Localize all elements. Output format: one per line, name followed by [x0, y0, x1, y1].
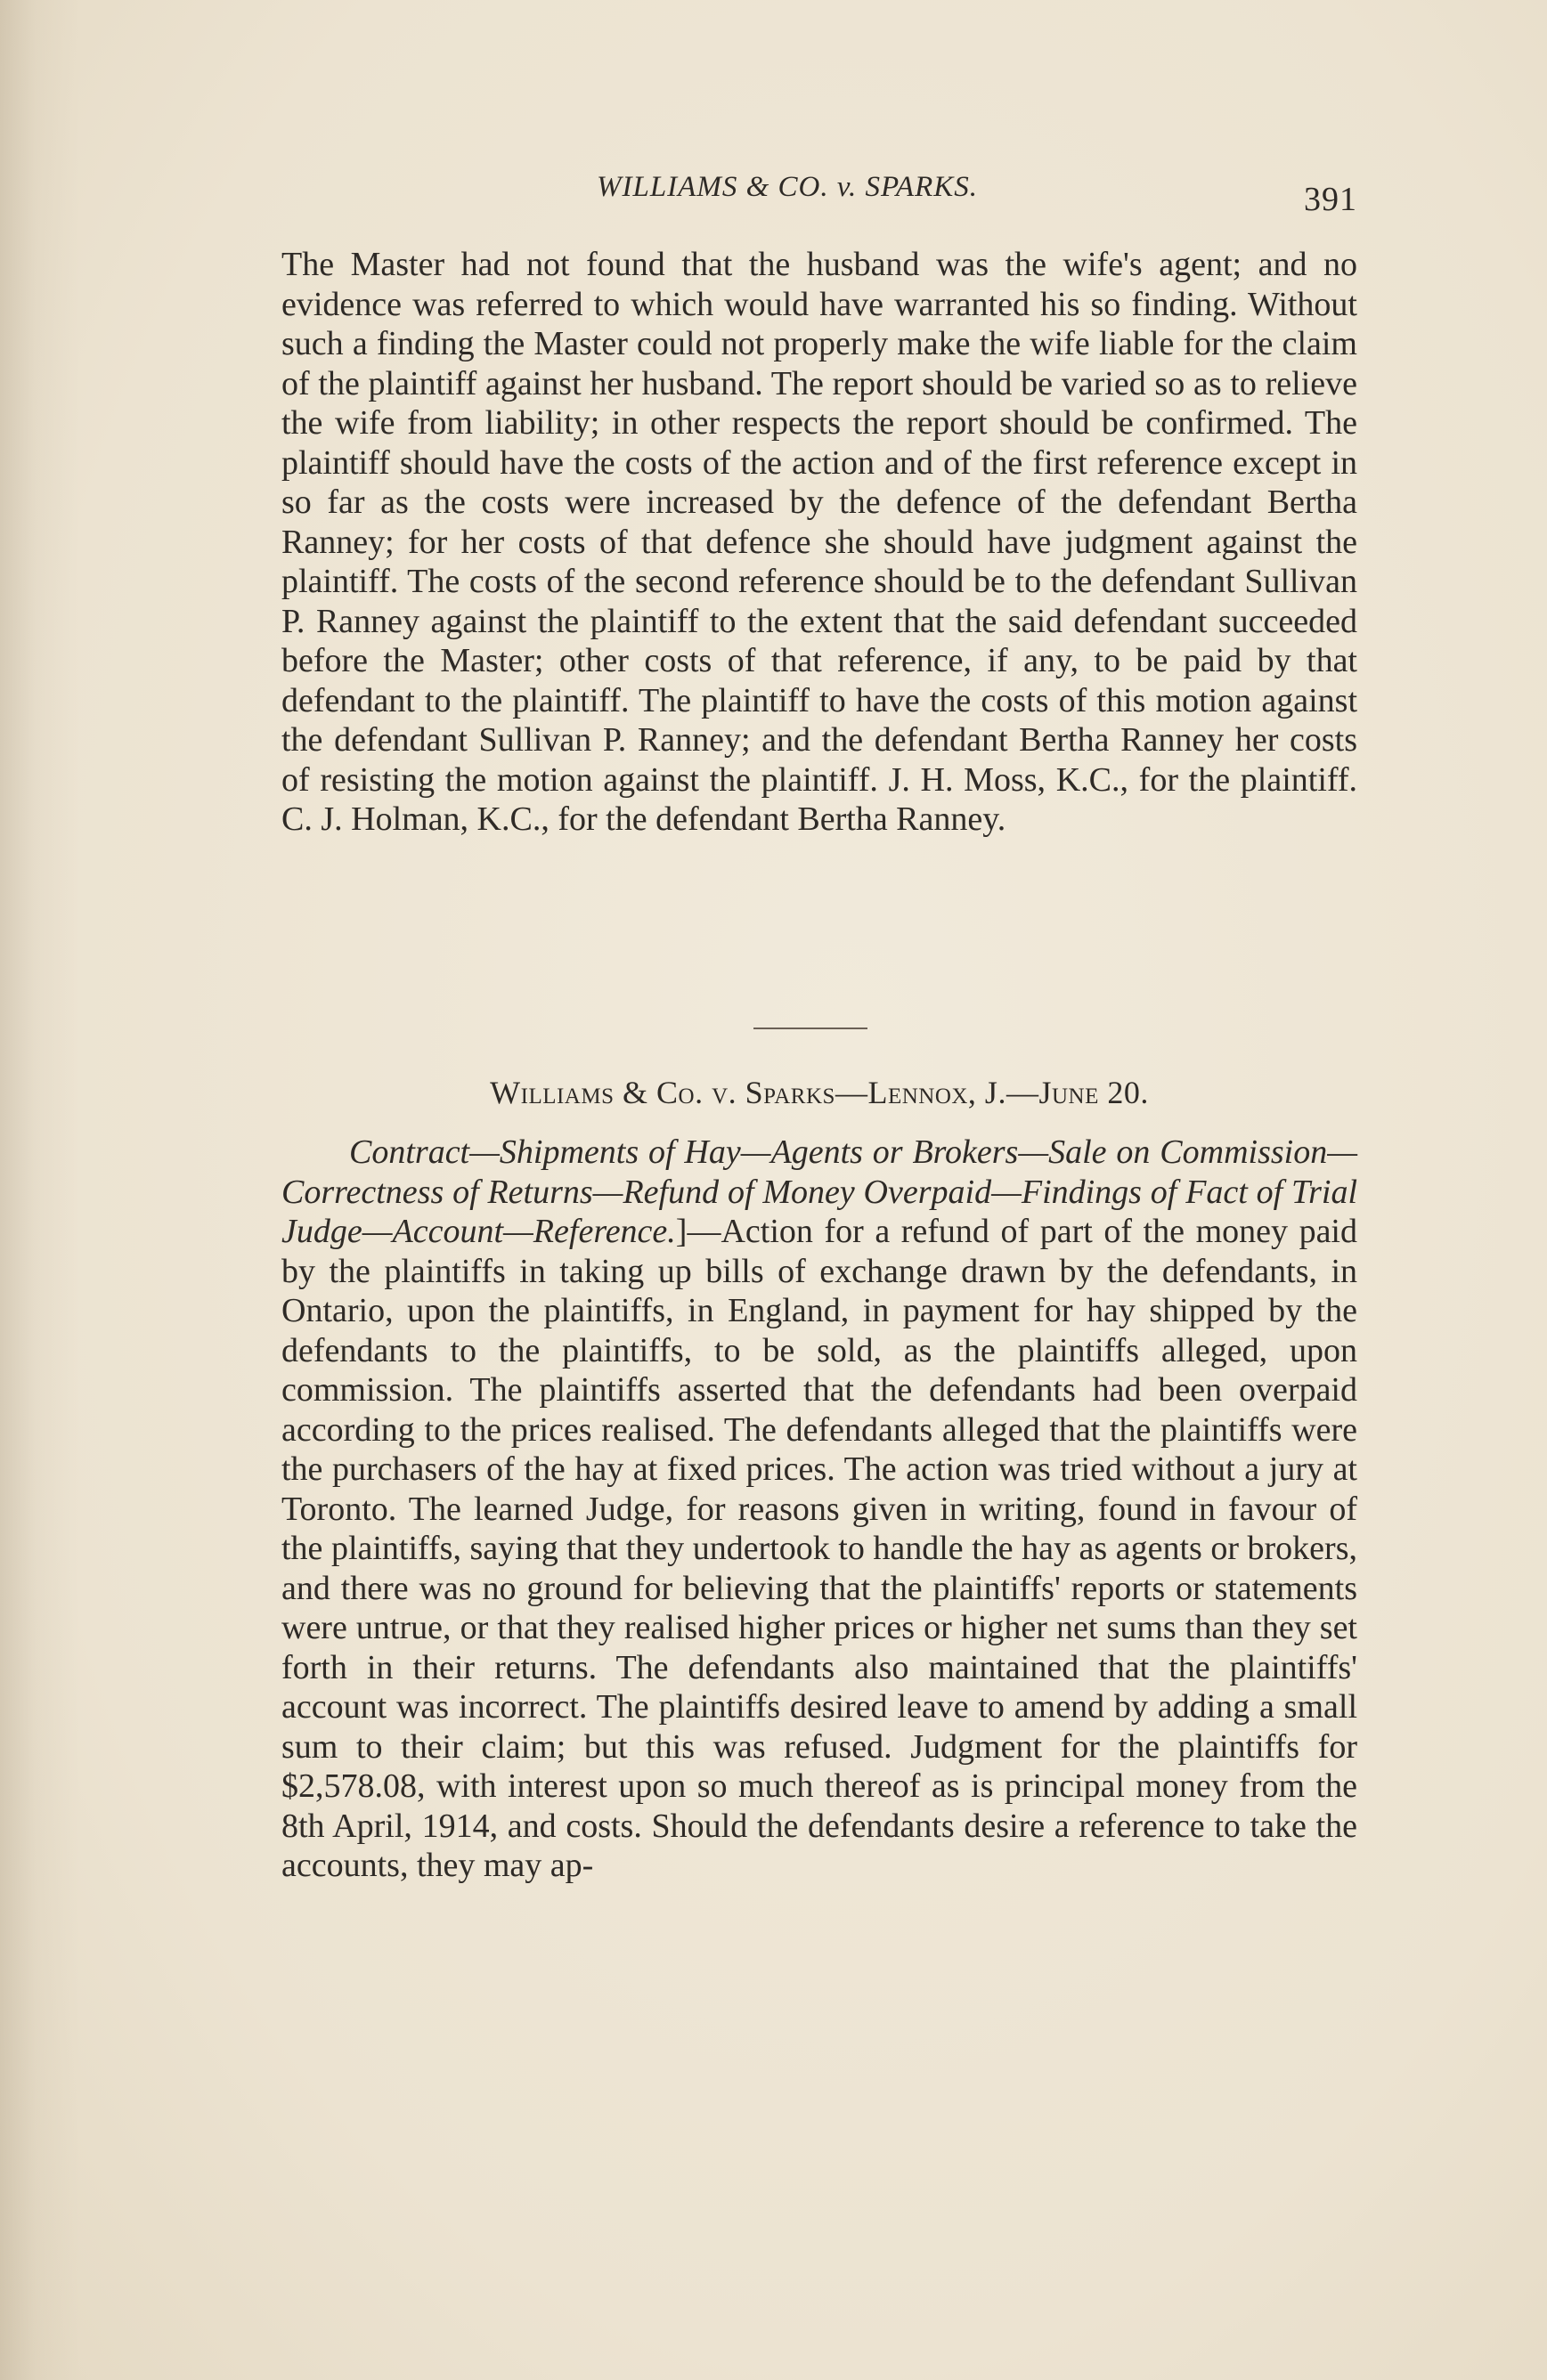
case-summary-body: ]—Action for a refund of part of the money paid by the plaintiffs in taking up bills of exchange drawn by the defendants, in Ontario, upon the plaintiffs, in England, in payment for hay shipped by the defendants to the plaintiffs, to be sold, as the plaintiffs alleged, upon commission. The plaintiffs asserted that the defendants had been overpaid according to the prices realised. The defendants alleged that the plaintiffs were the purchasers of the hay at fixed prices. The action was tried without a jury at Toronto. The learned Judge, for reasons given in writing, found in favour of the plaintiffs, saying that they undertook to handle the hay as agents or brokers, and there was no ground for believing that the plaintiffs' reports or statements were untrue, or that they realised higher prices or higher net sums than they set forth in their returns. The defendants also maintained that the plaintiffs' account was incorrect. The plaintiffs desired leave to amend by adding a small sum to their claim; but this was refused. Judgment for the plaintiffs for $2,578.08, with interest upon so much thereof as is principal money from the 8th April, 1914, and costs. Should the defendants desire a reference to take the accounts, they may ap- — [281, 1213, 1357, 1884]
running-title: WILLIAMS & CO. v. SPARKS. — [597, 171, 979, 203]
case-date: June 20. — [1038, 1075, 1149, 1110]
catchwords: Contract—Shipments of Hay—Agents or Brokers—Sale on Commission—Correctness of Returns—Refund of Money Overpaid—Findings of Fact of Trial Judge—Account—Reference. — [281, 1133, 1357, 1250]
paragraph-continuation: The Master had not found that the husband was the wife's agent; and no evidence was referred to which would have warranted his so finding. Without such a finding the Master could not properly make the wife liable for the claim of the plaintiff against her husband. The report should be varied so as to relieve the wife from liability; in other respects the report should be confirmed. The plaintiff should have the costs of the action and of the first reference except in so far as the costs were increased by the defence of the defendant Bertha Ranney; for her costs of that defence she should have judgment against the plaintiff. The costs of the second reference should be to the defendant Sullivan P. Ranney against the plaintiff to the extent that the said defendant succeeded before the Master; other costs of that reference, if any, to be paid by that defendant to the plaintiff. The plaintiff to have the costs of this motion against the defendant Sullivan P. Ranney; and the defendant Bertha Ranney her costs of resisting the motion against the plaintiff. J. H. Moss, K.C., for the plaintiff. C. J. Holman, K.C., for the defendant Bertha Ranney. — [281, 246, 1357, 838]
page-number: 391 — [1304, 181, 1357, 218]
case-heading: Williams & Co. v. Sparks—Lennox, J.—June 20. — [490, 1075, 1149, 1110]
running-head — [281, 171, 1357, 218]
case-parties: Williams & Co. v. Sparks — [490, 1075, 835, 1110]
case-judge: Lennox, J. — [867, 1075, 1006, 1110]
section-divider — [753, 1028, 867, 1029]
case-summary-paragraph — [281, 1133, 1357, 1886]
